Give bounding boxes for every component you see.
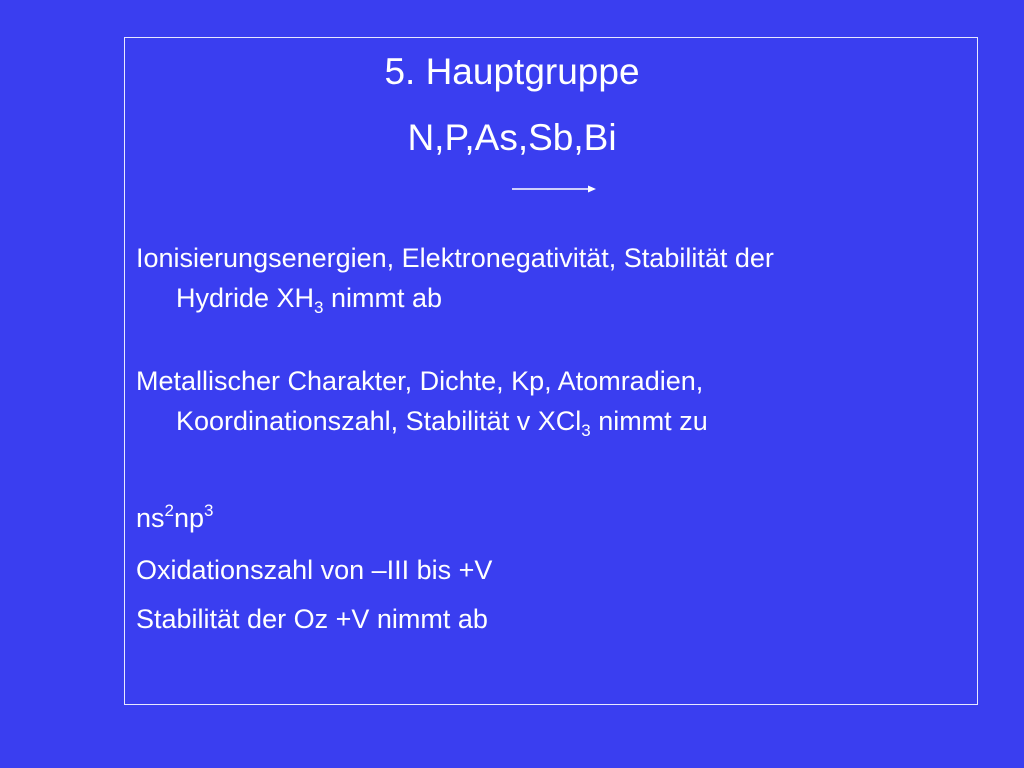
oxidation-range: Oxidationszahl von –III bis +V	[136, 555, 493, 585]
chloride-text: Koordinationszahl, Stabilität v XCl	[176, 406, 582, 436]
electron-configuration	[136, 498, 214, 538]
trend-increasing-line1: Metallischer Charakter, Dichte, Kp, Atomradien,	[136, 366, 704, 396]
config-np-sup: 3	[204, 501, 214, 520]
oxidation-stability: Stabilität der Oz +V nimmt ab	[136, 604, 488, 634]
right-arrow-icon	[512, 182, 596, 196]
element-list: N,P,As,Sb,Bi	[407, 117, 617, 158]
trend-decreasing-line2	[136, 278, 774, 318]
slide-title: 5. Hauptgruppe	[384, 51, 640, 92]
trend-decreasing-paragraph	[136, 238, 774, 318]
config-ns-sup: 2	[164, 501, 174, 520]
config-np: np	[174, 503, 205, 533]
hydride-text: Hydride XH	[176, 283, 315, 313]
hydride-subscript: 3	[314, 298, 324, 317]
trend-increasing-line2	[136, 401, 708, 441]
chloride-subscript: 3	[581, 421, 591, 440]
config-ns: ns	[136, 503, 165, 533]
trend-increasing-paragraph	[136, 361, 708, 441]
trend-decreasing-line1: Ionisierungsenergien, Elektronegativität, Stabilität der	[136, 243, 774, 273]
hydride-suffix: nimmt ab	[323, 283, 443, 313]
chloride-suffix: nimmt zu	[590, 406, 708, 436]
